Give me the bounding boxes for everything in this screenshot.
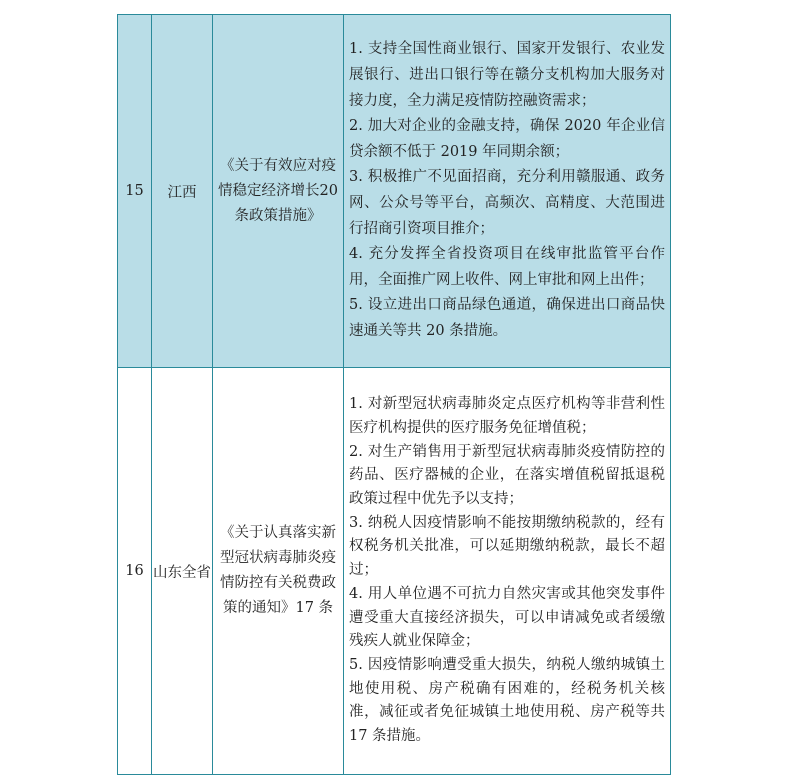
province-cell: 山东全省 [152,368,213,775]
measure-item: 3. 积极推广不见面招商，充分利用赣服通、政务网、公众号等平台，高频次、高精度、大范围进行招商引资项目推介； [349,169,665,237]
measure-item: 5. 因疫情影响遭受重大损失，纳税人缴纳城镇土地使用税、房产税确有困难的，经税务机关核准，减征或者免征城镇土地使用税、房产税等共 17 条措施。 [349,656,665,745]
row-number: 16 [118,368,152,775]
policy-name: 《关于有效应对疫情稳定经济增长20条政策措施》 [218,157,338,224]
measure-item: 2. 加大对企业的金融支持，确保 2020 年企业信贷余额不低于 2019 年同期余额； [349,118,665,160]
measures-cell [344,15,671,368]
table-row [118,368,671,775]
measures-cell [344,368,671,775]
measure-item: 5. 设立进出口商品绿色通道，确保进出口商品快速通关等共 20 条措施。 [349,297,665,339]
measure-item: 3. 纳税人因疫情影响不能按期缴纳税款的，经有权税务机关批准，可以延期缴纳税款，最长不超过； [349,514,665,579]
measure-item: 1. 支持全国性商业银行、国家开发银行、农业发展银行、进出口银行等在赣分支机构加大服务对接力度，全力满足疫情防控融资需求； [349,41,665,109]
row-number: 15 [118,15,152,368]
policy-name-cell [213,15,344,368]
table-row [118,15,671,368]
measure-item: 1. 对新型冠状病毒肺炎定点医疗机构等非营利性医疗机构提供的医疗服务免征增值税； [349,396,665,436]
measure-item: 4. 充分发挥全省投资项目在线审批监管平台作用，全面推广网上收件、网上审批和网上出件； [349,246,665,288]
policy-table [117,14,671,775]
province-cell: 江西 [152,15,213,368]
measure-item: 4. 用人单位遇不可抗力自然灾害或其他突发事件遭受重大直接经济损失，可以申请减免或者缓缴残疾人就业保障金； [349,585,665,650]
measure-item: 2. 对生产销售用于新型冠状病毒肺炎疫情防控的药品、医疗器械的企业，在落实增值税留抵退税政策过程中优先予以支持； [349,443,665,508]
policy-name: 《关于认真落实新型冠状病毒肺炎疫情防控有关税费政策的通知》17 条 [220,525,336,616]
policy-name-cell [213,368,344,775]
